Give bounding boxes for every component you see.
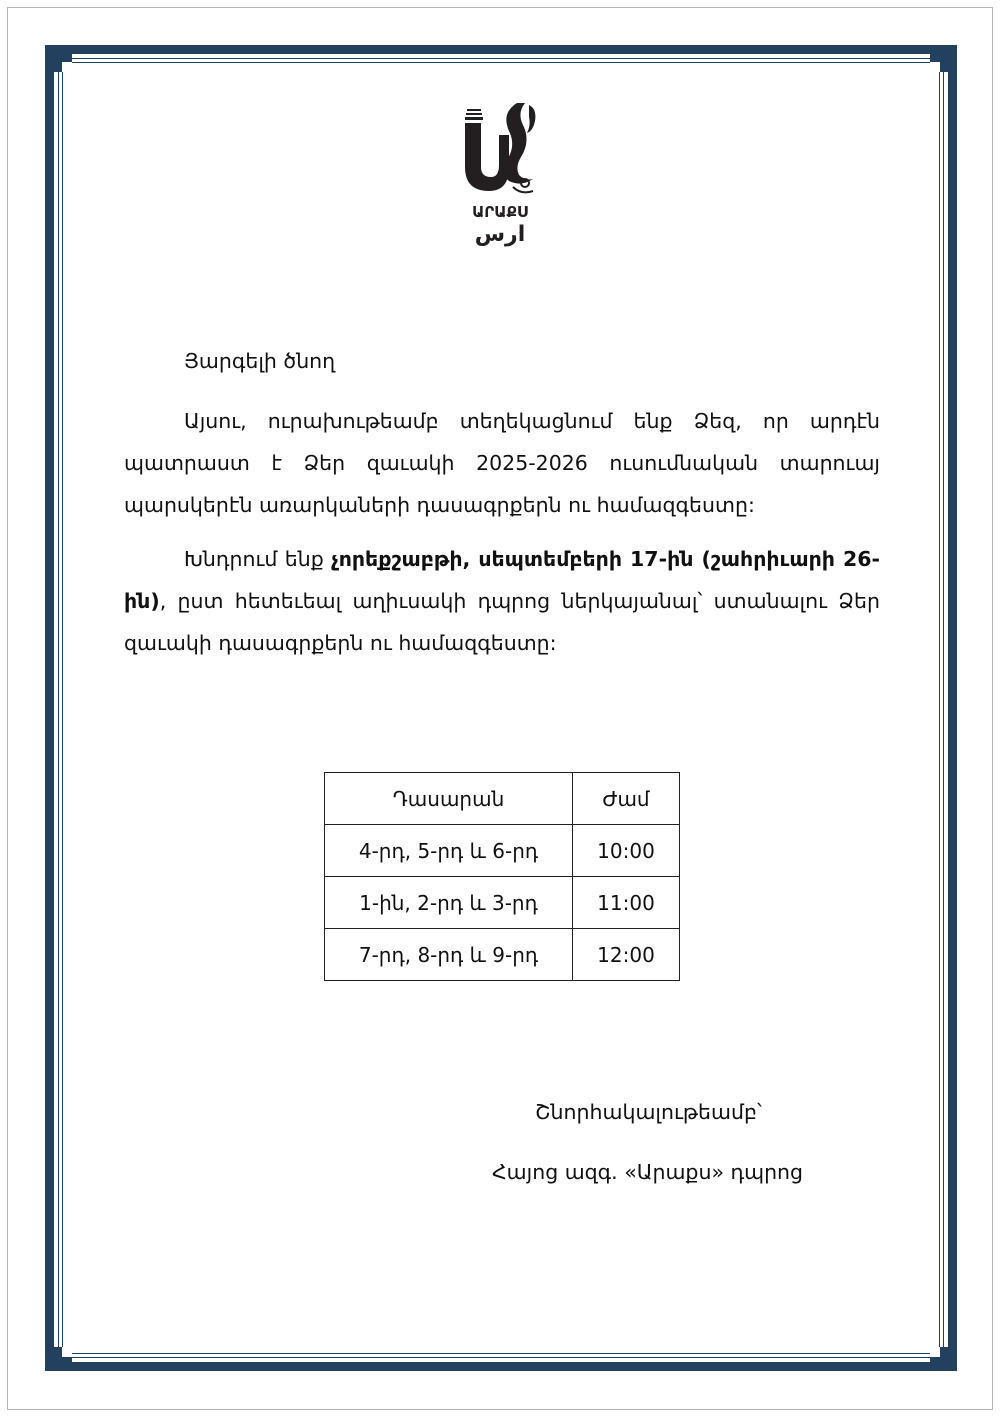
table-row bbox=[325, 825, 680, 877]
frame-corner-top-left bbox=[50, 50, 72, 72]
schedule-table bbox=[324, 772, 680, 981]
cell-time: 11:00 bbox=[573, 877, 680, 929]
logo-text-armenian: ԱՐԱՔՍ bbox=[472, 203, 528, 221]
signature: Հայոց ազգ. «Արաքս» դպրոց bbox=[492, 1160, 804, 1184]
request-end: , ըստ հետեւեալ աղիւսակի դպրոց ներկայանալ՝ ստանալու Ձեր զաւակի դասագրքերն ու համազգեստը: bbox=[124, 589, 880, 655]
header-time: Ժամ bbox=[573, 773, 680, 825]
request-date: չորեքշաբթի, սեպտեմբերի 17-ին (շահրիւարի 26-ին) bbox=[124, 547, 880, 613]
greeting: Յարգելի ծնող bbox=[184, 349, 336, 373]
araks-logo bbox=[455, 95, 545, 255]
cell-time: 10:00 bbox=[573, 825, 680, 877]
frame-corner-bottom-right bbox=[930, 1347, 952, 1369]
frame-corner-top-right bbox=[930, 50, 952, 72]
paragraph-announcement: Այսու, ուրախութեամբ տեղեկացնում ենք Ձեզ, որ արդէն պատրաստ է Ձեր զաւակի 2025-2026 ուսումնական տարուայ պարսկերէն առարկաների դասագրքերն ու համազգեստը: bbox=[124, 409, 880, 517]
frame-corner-bottom-left bbox=[50, 1347, 72, 1369]
logo-text-persian: ارس bbox=[474, 222, 526, 247]
table-header-row bbox=[325, 773, 680, 825]
table-row bbox=[325, 877, 680, 929]
request-start: Խնդրում ենք bbox=[184, 547, 332, 571]
table-row bbox=[325, 929, 680, 981]
cell-class: 4-րդ, 5-րդ և 6-րդ bbox=[325, 825, 573, 877]
cell-class: 1-ին, 2-րդ և 3-րդ bbox=[325, 877, 573, 929]
closing-thanks: Շնորհակալութեամբ՝ bbox=[535, 1100, 762, 1124]
cell-class: 7-րդ, 8-րդ և 9-րդ bbox=[325, 929, 573, 981]
header-class: Դասարան bbox=[325, 773, 573, 825]
letter-body bbox=[124, 340, 880, 676]
paragraph-request bbox=[124, 538, 880, 664]
cell-time: 12:00 bbox=[573, 929, 680, 981]
